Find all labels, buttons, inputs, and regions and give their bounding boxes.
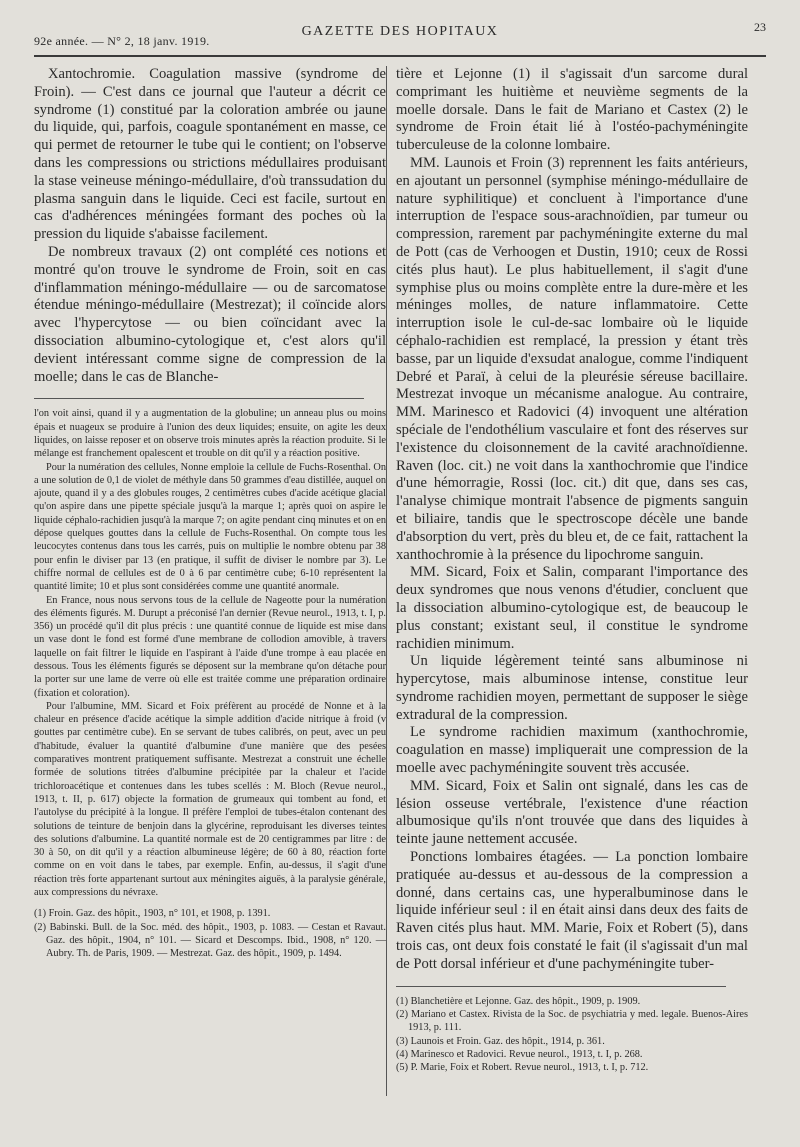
- paragraph: Pour la numération des cellules, Nonne emploie la cellule de Fuchs-Rosenthal. On a une solution de 0,1 de violet de méthyle dans 50 grammes d'eau distillée, auquel on ajoute, quand il y a des globules rouges, 2 centimètres cubes d'acide acétique glacial qu'on aspire dans une pipette spéciale jusqu'à la marque 1; après quoi on aspire le liquide céphalo-rachidien jusqu'à la marque 7; on agite pendant cinq minutes et on en dépose quelques gouttes dans la cellule de Fuchs-Rosenthal. On compte tous les leucocytes contenus dans tous les carrés, puis on multiplie le nombre obtenu par 38 pour enfin le diviser par 13 (en pratique, il suffit de diviser le nombre par 3). Le chiffre normal de cellules est de 0 à 6 par centimètre cube; 6-10 représentent la quantité limite; 10 et plus sont considérées comme une quantité anormale.: [34, 461, 386, 593]
- footnote: (4) Marinesco et Radovici. Revue neurol., 1913, t. I, p. 268.: [396, 1048, 643, 1060]
- paragraph: MM. Sicard, Foix et Salin ont signalé, dans les cas de lésion osseuse vertébrale, l'existence d'une réaction albumosique qu'ils n'ont trouvée que dans des liquides à teinte jaune nettement accusée.: [396, 777, 748, 848]
- paragraph: Un liquide légèrement teinté sans albuminose ni hypercytose, mais albuminose intense, constitue leur syndrome rachidien moyen, permettant de supposer le siège extradural de la compression.: [396, 653, 748, 723]
- paragraph: Xantochromie. Coagulation massive (syndrome de Froin). — C'est dans ce journal que l'auteur a décrit ce syndrome (1) constitué par la coloration ambrée ou jaune du liquide, qui, parfois, coagule spontanément en masse, ce qui permet de retourner le tube qui le contient; on l'observe dans les compressions ou strictions médullaires produisant la stase veineuse méningo-médullaire, d'où transsudation du plasma sanguin dans le liquide. Ceci est facile, surtout en cas d'adhérences méningées formant des poches où la pression du liquide s'abaisse facilement.: [34, 66, 386, 243]
- footnote: (5) P. Marie, Foix et Robert. Revue neurol., 1913, t. I, p. 712.: [396, 1062, 649, 1074]
- paragraph: En France, nous nous servons tous de la cellule de Nageotte pour la numération des éléments figurés. M. Durupt a préconisé l'an dernier (Revue neurol., 1913, t. I, p. 356) un procédé qu'il dit plus précis : une quantité connue de liquide est mise dans un vase dont le fond est formé d'une membrane de collodion amovible, à travers laquelle on fait filtrer le liquide en l'aspirant à l'aide d'une trompe à eau placée en dessous. Tous les éléments figurés se déposent sur la membrane qu'on détache pour la porter sur une lame de verre où elle est traitée comme une préparation ordinaire (fixation et coloration).: [34, 594, 386, 699]
- divider: [34, 398, 364, 399]
- paragraph: Ponctions lombaires étagées. — La ponction lombaire pratiquée au-dessus et au-dessous de la compression a donné, dans certains cas, une hyperalbuminose dans le liquide inférieur seul : il en était ainsi dans deux des faits de Raven cités plus haut. MM. Marie, Foix et Robert (5), dans trois cas, ont deux fois constaté le fait (il s'agissait d'un mal de Pott dorsal inférieur et d'une pachyméningite tuber-: [396, 849, 748, 972]
- footnote: (2) Babinski. Bull. de la Soc. méd. des hôpit., 1903, p. 1083. — Cestan et Ravaut. Gaz. des hôpit., 1904, n° 101. — Sicard et Descomps. Ibid., 1908, n° 120. — Aubry. Th. de Paris, 1909. — Mestrezat. Gaz. des hôpit., 1909, p. 1494.: [34, 921, 386, 960]
- right-footnotes: [396, 995, 748, 1075]
- footnote: (1) Blanchetière et Lejonne. Gaz. des hôpit., 1909, p. 1909.: [396, 995, 641, 1007]
- paragraph: Pour l'albumine, MM. Sicard et Foix préfèrent au procédé de Nonne et à la chaleur en présence d'acide acétique la simple addition d'acide nitrique à froid (v gouttes par centimètre cube). En se servant de tubes calibrés, on peut, avec un peu d'habitude, évaluer la quantité d'albumine d'une manière que des pesées comparatives montrent pratiquement suffisante. Mestrezat a construit une échelle formée de solutions titrées d'albumine précipitée par la chaleur et l'acide trichloroacétique et contenues dans les tubes scellés : M. Bloch (Revue neurol., 1913, t. II, p. 617) objecte la formation de grumeaux qui tombent au fond, et l'autolyse du précipité à la longue. Il préfère l'emploi de tubes-étalon contenant des solutions de teinture de benjoin dans la glycérine, reproduisant les diverses teintes des solutions d'albumine. La quantité normale est de 20 centigrammes par litre : de 30 à 50, on dit qu'il y a réaction albumineuse légère; de 60 à 80, réaction forte comme on en voit dans le tabes, par exemple. Enfin, au-dessus, il s'agit d'une réaction très forte appartenant surtout aux méningites aiguës, à la paralysie générale, aux compressions du névraxe.: [34, 700, 386, 899]
- footnote: (2) Mariano et Castex. Rivista de la Soc. de psychiatria y med. legale. Buenos-Aires 1913, p. 111.: [396, 1008, 748, 1034]
- page-header: [34, 16, 766, 46]
- header-rule: [34, 55, 766, 57]
- left-footnotes: [34, 907, 386, 960]
- paragraph: MM. Launois et Froin (3) reprennent les faits antérieurs, en ajoutant un personnel (symphise méningo-médullaire de nature syphilitique) et concluent à l'importance d'une interruption de l'espace sous-arachnoïdien, par tumeur ou compression, rarement par pachyméningite externe du mal de Pott (cas de Verhoogen et Dustin, 1910; ceux de Rossi cités plus haut). Le plus habituellement, il s'agit d'une symphise plus ou moins complète entre la dure-mère et les méninges molles, de nature inflammatoire. Cette interruption isole le cul-de-sac lombaire où le liquide céphalo-rachidien est remplacé, la pression y étant très basse, par un liquide d'exsudat analogue, comme l'indiquent Debré et Paraï, à celui de la pleurésie séreuse bacillaire. Mestrezat invoque un mécanisme analogue. Au contraire, MM. Marinesco et Radovici (4) invoquent une altération spéciale de l'endothélium vasculaire et font des réserves sur l'existence du cloisonnement de la cavité arachnoïdienne. Raven (loc. cit.) ne voit dans la xanthochromie que l'indice d'une hémorragie, Rossi (loc. cit.) dit que, dans ses cas, l'analyse chimique montrait l'absence de pigments sanguin et biliaire, tandis que le spectroscope décèle une bande d'absorption du vert, près du bleu et, de ce fait, rattachent la xanthochromie à la présence du lipochrome sanguin.: [396, 154, 748, 563]
- paragraph: tière et Lejonne (1) il s'agissait d'un sarcome dural comprimant les huitième et neuvième segments de la moelle dorsale. Dans le fait de Mariano et Castex (2) le syndrome de Froin était lié à l'ostéo-pachyméningite tuberculeuse de la colonne lombaire.: [396, 66, 748, 154]
- paragraph: MM. Sicard, Foix et Salin, comparant l'importance des deux syndromes que nous venons d'étudier, concluent que la dissociation albumino-cytologique est, de beaucoup le plus constant; existant seul, il constitue le syndrome rachidien minimum.: [396, 564, 748, 652]
- right-column: [396, 66, 748, 1074]
- left-small-text: [34, 407, 386, 899]
- journal-title: GAZETTE DES HOPITAUX: [301, 24, 499, 39]
- paragraph: l'on voit ainsi, quand il y a augmentation de la globuline; un anneau plus ou moins épais et nuageux se produire à l'union des deux liquides; ensuite, on agite les deux liquides, on laisse reposer et on observe trois minutes après la réaction produite. Si le mélange est franchement opalescent et trouble on dit qu'il y a réaction positive.: [34, 408, 386, 460]
- footnote: (1) Froin. Gaz. des hôpit., 1903, n° 101, et 1908, p. 1391.: [34, 908, 271, 920]
- paragraph: De nombreux travaux (2) ont complété ces notions et montré qu'on trouve le syndrome de Froin, soit en cas d'inflammation méningo-médullaire — ou de sarcomatose étendue méningo-médullaire (Mestrezat); il coïncide alors avec l'hypercytose — ou bien coïncidant avec la dissociation albumino-cytologique et, c'est alors qu'il devient intéressant comme signe de compression de la moelle; dans le cas de Blanche-: [34, 243, 386, 385]
- column-separator: [386, 66, 387, 1096]
- footnote: (3) Launois et Froin. Gaz. des hôpit., 1914, p. 361.: [396, 1035, 605, 1047]
- right-main-text: [396, 66, 748, 974]
- left-column: [34, 66, 386, 961]
- page-number: 23: [754, 20, 766, 34]
- paragraph: Le syndrome rachidien maximum (xanthochromie, coagulation en masse) impliquerait une compression de la moelle avec pachyméningite souvent très accusée.: [396, 724, 748, 777]
- divider: [396, 986, 726, 987]
- issue-info: 92e année. — N° 2, 18 janv. 1919.: [34, 34, 210, 48]
- left-main-text: [34, 66, 386, 386]
